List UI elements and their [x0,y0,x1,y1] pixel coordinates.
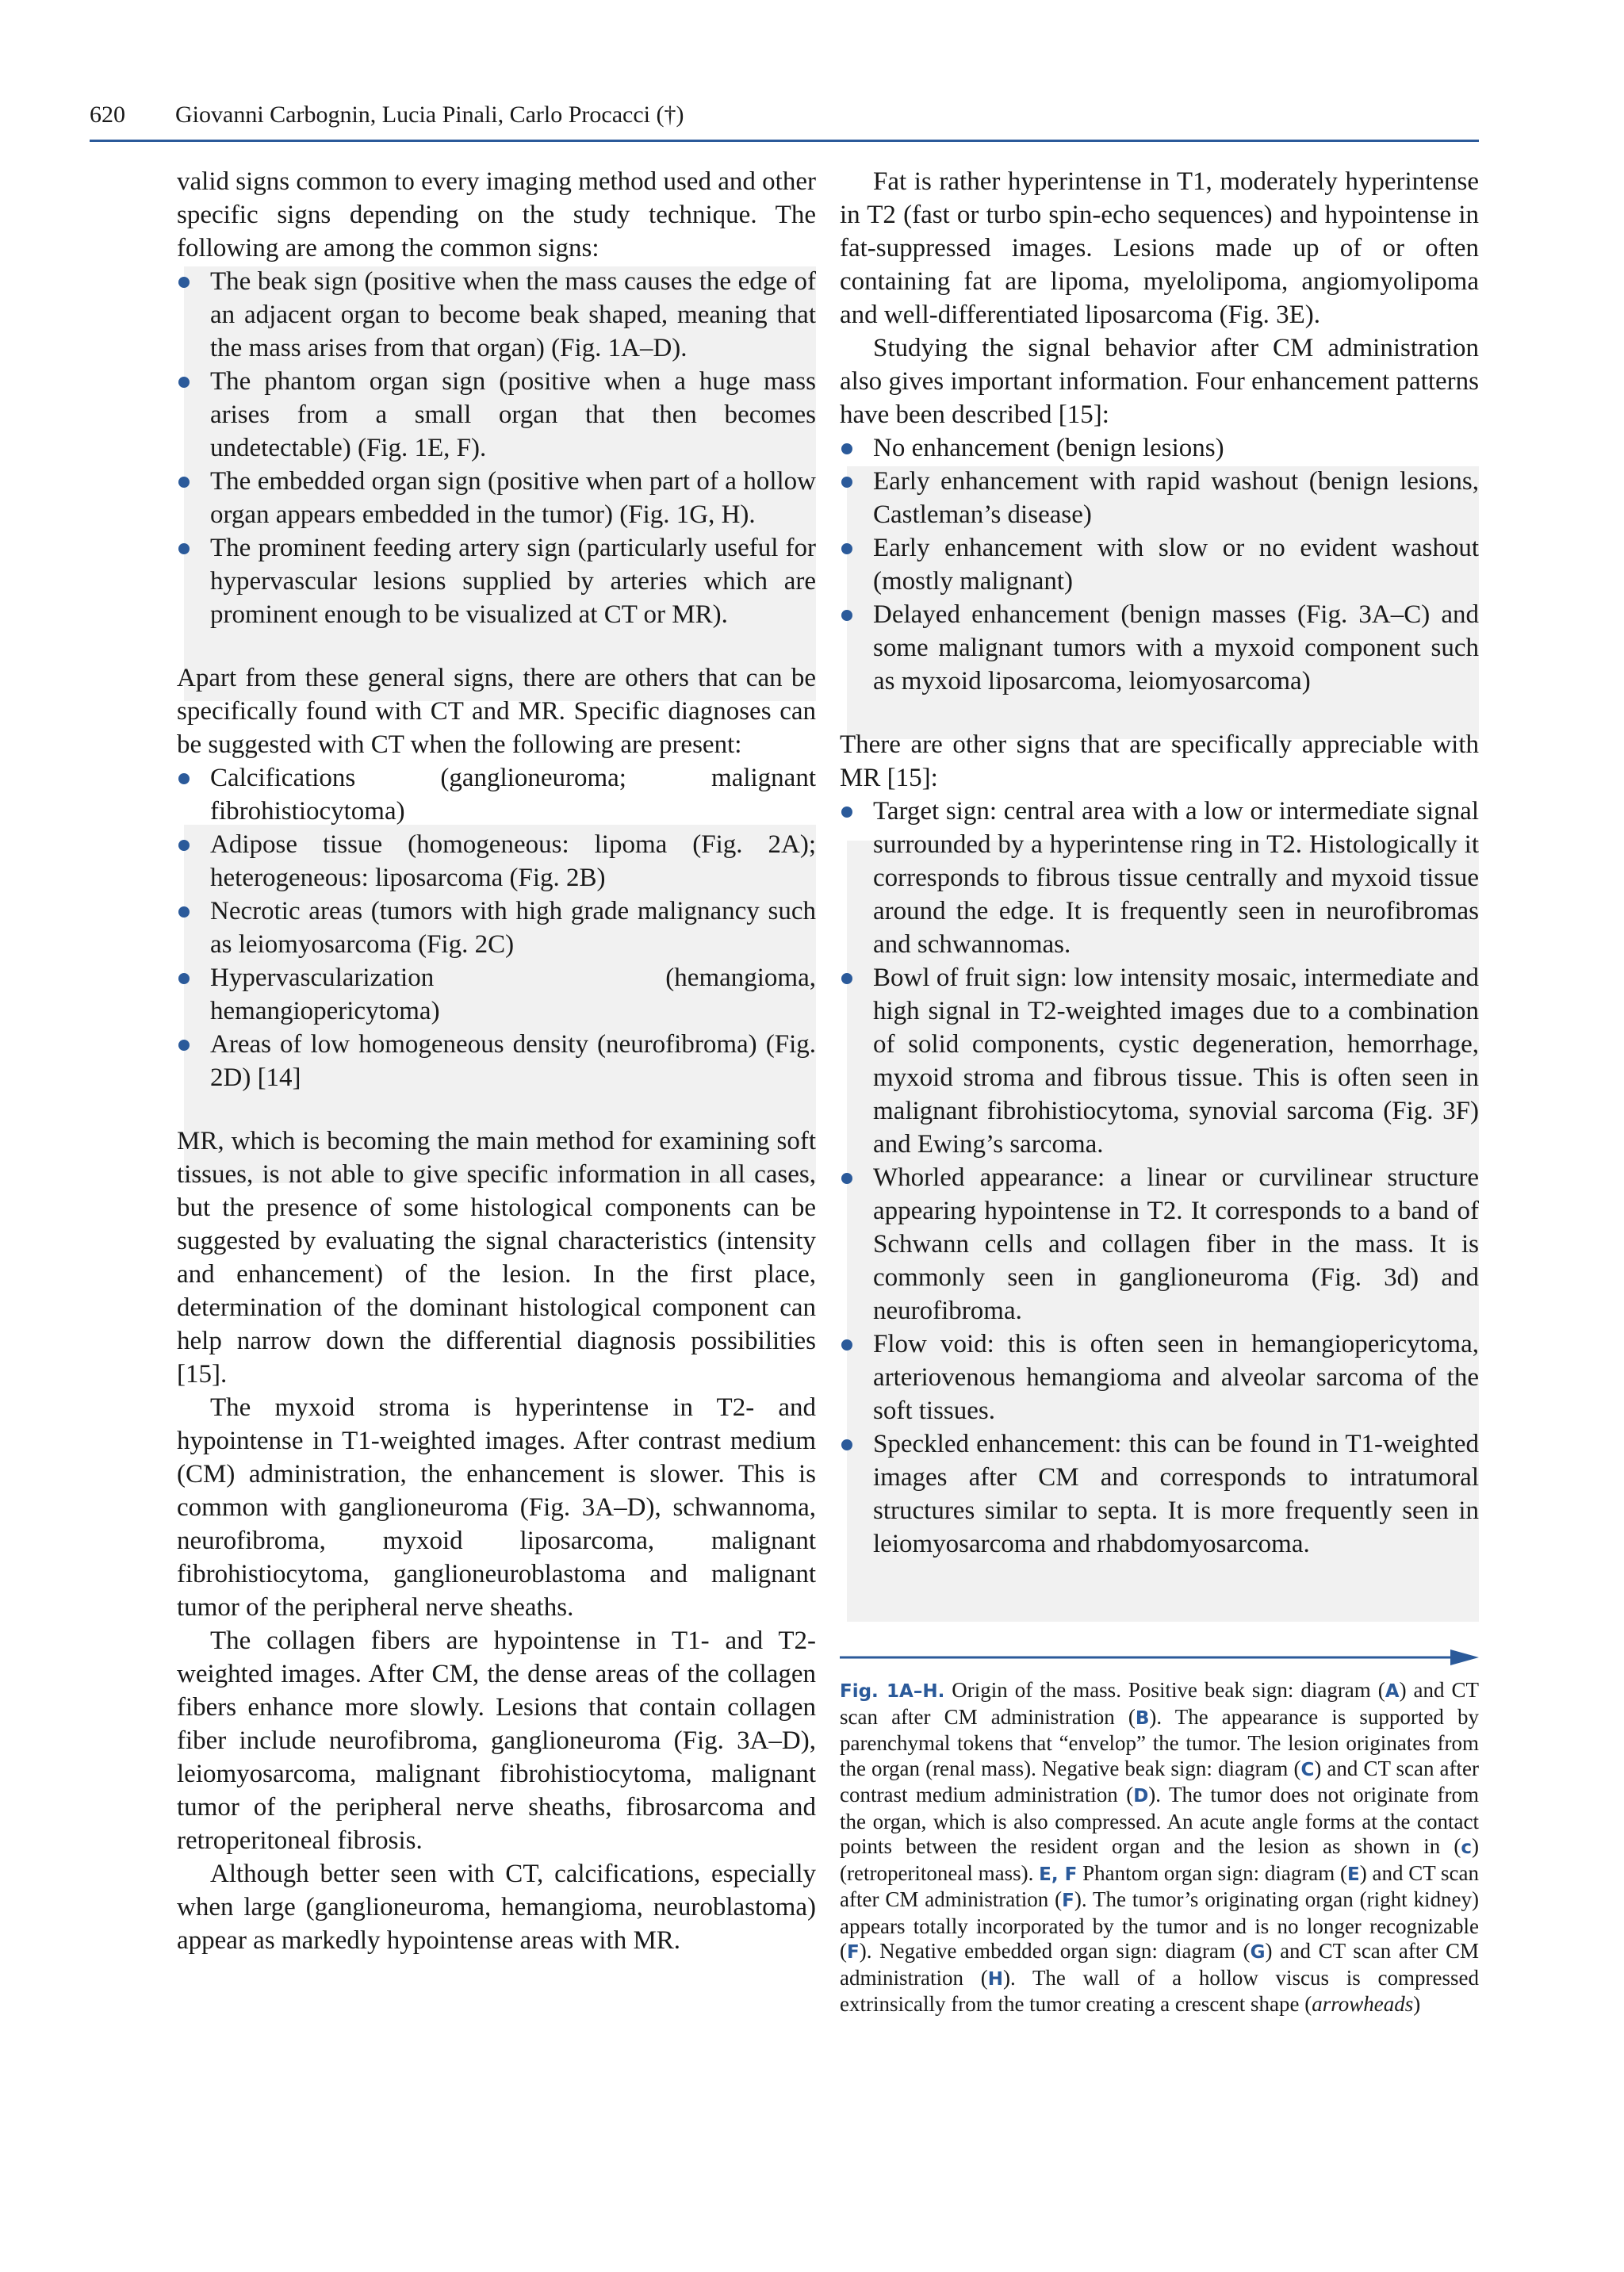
fat-paragraph: Fat is rather hyperintense in T1, moderately hyperintense in T2 (fast or turbo spin-echo sequences) and hypointense in fat-suppressed images. Lesions made up of or often containing fat are lipoma, myelolipoma, angiomyolipoma and well-differentiated liposarcoma (Fig. 3E). [840,167,1479,329]
bullet-icon [178,477,190,488]
list-item: Target sign: central area with a low or intermediate signal surrounded by a hyperintense ring in T2. Histologically it corresponds to fibrous tissue centrally and myxoid tissue around the edge. It is frequently seen in neurofibromas and schwannomas. [840,795,1479,961]
bullet-icon [178,906,190,918]
bullet-icon [178,1040,190,1051]
panel-ref-c: c [1461,1837,1472,1858]
bullet-icon [178,377,190,388]
bullet-icon [841,543,852,554]
arrow-right-icon [840,1648,1479,1667]
right-column [840,165,1479,1561]
mr-paragraph-1: MR, which is becoming the main method for examining soft tissues, is not able to give specific information in all cases, but the presence of some histological components can be suggested by evaluating the signal characteristics (intensity and enhancement) of the lesion. In the first place, determination of the dominant histological component can help narrow down the differential diagnosis possibilities [15]. [177,1127,816,1389]
enhancement-patterns-list [840,431,1479,698]
mr-signs-intro: There are other signs that are specifically appreciable with MR [15]: [840,730,1479,792]
bullet-icon [178,773,190,784]
bullet-icon [841,973,852,984]
panel-ref-H: H [987,1968,1003,1990]
list-item: The beak sign (positive when the mass causes the edge of an adjacent organ to become beak shaped, meaning that the mass arises from that organ) (Fig. 1A–D). [177,265,816,365]
panel-ref-E: E [1347,1864,1360,1885]
panel-ref-G: G [1250,1942,1266,1963]
bullet-icon [841,1173,852,1184]
bullet-icon [841,477,852,488]
bullet-icon [178,973,190,984]
panel-ref-D: D [1133,1786,1149,1806]
bullet-icon [841,807,852,818]
list-item: Bowl of fruit sign: low intensity mosaic, intermediate and high signal in T2-weighted images due to a combination of solid components, cystic degeneration, hemorrhage, myxoid stroma and fibrous tissue. This is often seen in malignant fibrohistiocytoma, synovial sarcoma (Fig. 3F) and Ewing’s sarcoma. [840,961,1479,1161]
list-item: Calcifications (ganglioneuroma; malignant fibrohistiocytoma) [177,761,816,828]
list-item: Hypervascularization (hemangioma, hemangiopericytoma) [177,961,816,1028]
panel-ref-B: B [1135,1707,1150,1729]
bullet-icon [178,543,190,554]
intro-paragraph: valid signs common to every imaging method used and other specific signs depending on the study technique. The following are among the common signs: [177,167,816,262]
cm-paragraph: Studying the signal behavior after CM administration also gives important information. Four enhancement patterns have been described [15]: [840,334,1479,429]
bullet-icon [841,1339,852,1351]
list-item: Adipose tissue (homogeneous: lipoma (Fig. 2A); heterogeneous: liposarcoma (Fig. 2B) [177,828,816,895]
list-item: No enhancement (benign lesions) [840,431,1479,465]
mr-paragraph-4: Although better seen with CT, calcifications, especially when large (ganglioneuroma, hemangioma, neuroblastoma) appear as markedly hypointense areas with MR. [177,1860,816,1955]
panel-ref-F: F [847,1942,860,1963]
mr-signs-list [840,795,1479,1561]
list-item: Delayed enhancement (benign masses (Fig. 3A–C) and some malignant tumors with a myxoid component such as myxoid liposarcoma, leiomyosarcoma) [840,598,1479,698]
mr-paragraph-2: The myxoid stroma is hyperintense in T2- and hypointense in T1-weighted images. After contrast medium (CM) administration, the enhancement is slower. This is common with ganglioneuroma (Fig. 3A–D), schwannoma, neurofibroma, myxoid liposarcoma, malignant fibrohistiocytoma, ganglioneuroblastoma and malignant tumor of the peripheral nerve sheaths. [177,1393,816,1622]
bullet-icon [841,610,852,621]
list-item: Early enhancement with rapid washout (benign lesions, Castleman’s disease) [840,465,1479,531]
running-header [90,97,1479,142]
ct-findings-list [177,761,816,1094]
list-item: Speckled enhancement: this can be found in T1-weighted images after CM and corresponds to intratumoral structures similar to septa. It is more frequently seen in leiomyosarcoma and rhabdomyosarcoma. [840,1427,1479,1561]
panel-ref-F: F [1062,1891,1074,1911]
ct-intro-paragraph: Apart from these general signs, there are others that can be specifically found with CT and MR. Specific diagnoses can be suggested with CT when the following are present: [177,664,816,759]
list-item: Whorled appearance: a linear or curvilinear structure appearing hypointense in T2. It corresponds to a band of Schwann cells and collagen fiber in the mass. It is commonly seen in ganglioneuroma (Fig. 3d) and neurofibroma. [840,1161,1479,1328]
list-item: The embedded organ sign (positive when part of a hollow organ appears embedded in the tumor) (Fig. 1G, H). [177,465,816,531]
page-number: 620 [90,102,125,128]
bullet-icon [178,277,190,288]
list-item: The prominent feeding artery sign (particularly useful for hypervascular lesions supplied by arteries which are prominent enough to be visualized at CT or MR). [177,531,816,631]
list-item: The phantom organ sign (positive when a huge mass arises from a small organ that then becomes undetectable) (Fig. 1E, F). [177,365,816,465]
bullet-icon [841,443,852,454]
bullet-icon [178,840,190,851]
caption-arrow [840,1648,1479,1667]
list-item: Flow void: this is often seen in hemangiopericytoma, arteriovenous hemangioma and alveolar sarcoma of the soft tissues. [840,1328,1479,1427]
header-authors: Giovanni Carbognin, Lucia Pinali, Carlo Procacci (†) [175,102,684,128]
left-column [177,165,816,1957]
list-item: Early enhancement with slow or no evident washout (mostly malignant) [840,531,1479,598]
figure-caption: Fig. 1A–H. Origin of the mass. Positive beak sign: diagram (A) and CT scan after CM administration (B). The appearance is supported by parenchymal tokens that “envelop” the tumor. The lesion originates from the organ (renal mass). Negative beak sign: diagram (C) and CT scan after contrast medium administration (D). The tumor does not originate from the organ, which is also compressed. An acute angle forms at the contact points between the resident organ and the lesion as shown in (c) (retroperitoneal mass). E, F Phantom organ sign: diagram (E) and CT scan after CM administration (F). The tumor’s originating organ (right kidney) appears totally incorporated by the tumor and is no longer recognizable (F). Negative embedded organ sign: diagram (G) and CT scan after CM administration (H). The wall of a hollow viscus is compressed extrinsically from the tumor creating a crescent shape (arrowheads) [840,1678,1480,2016]
common-signs-list [177,265,816,631]
panel-ref-EF: E, F [1039,1864,1078,1885]
list-item: Necrotic areas (tumors with high grade malignancy such as leiomyosarcoma (Fig. 2C) [177,895,816,961]
panel-ref-C: C [1300,1759,1315,1780]
caption-italic-arrowheads: arrowheads [1312,1992,1414,2016]
list-item: Areas of low homogeneous density (neurofibroma) (Fig. 2D) [14] [177,1028,816,1094]
panel-ref-A: A [1385,1681,1400,1702]
mr-paragraph-3: The collagen fibers are hypointense in T1- and T2-weighted images. After CM, the dense areas of the collagen fibers enhance more slowly. Lesions that contain collagen fiber include neurofibroma, ganglioneuroma (Fig. 3A–D), leiomyosarcoma, malignant fibrohistiocytoma, malignant tumor of the peripheral nerve sheaths, fibrosarcoma and retroperitoneal fibrosis. [177,1626,816,1855]
caption-label: Fig. 1A–H. [840,1681,945,1702]
bullet-icon [841,1439,852,1450]
